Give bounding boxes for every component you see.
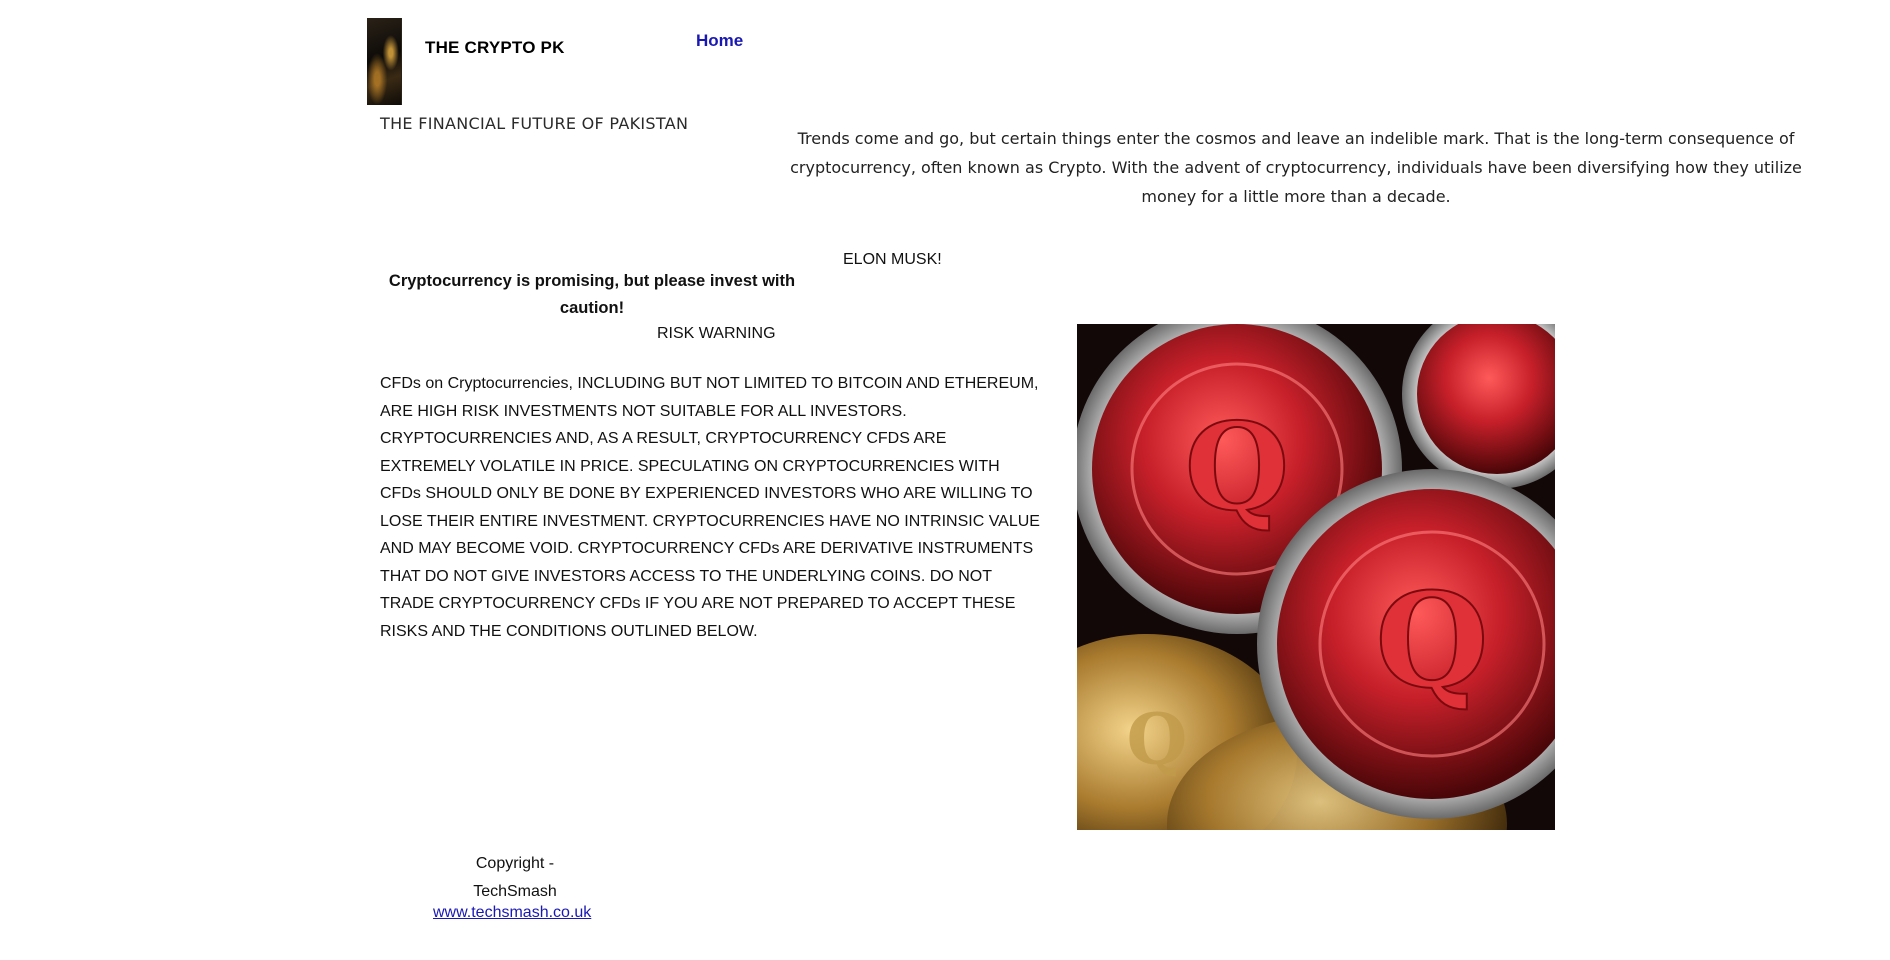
site-tagline: THE FINANCIAL FUTURE OF PAKISTAN	[380, 114, 689, 133]
caution-heading: Cryptocurrency is promising, but please invest with caution!	[388, 272, 796, 317]
risk-warning-title: RISK WARNING	[657, 325, 776, 342]
copyright-line1: Copyright -	[475, 855, 555, 872]
coins-illustration	[1077, 324, 1555, 830]
footer-copyright	[415, 850, 615, 905]
svg-text:Q: Q	[1126, 698, 1188, 781]
site-logo[interactable]	[367, 18, 402, 105]
elon-heading: ELON MUSK!	[843, 251, 942, 268]
risk-warning-body: CFDs on Cryptocurrencies, INCLUDING BUT NOT LIMITED TO BITCOIN AND ETHEREUM, ARE HIGH RISK INVESTMENTS NOT SUITABLE FOR ALL INVESTORS. CRYPTOCURRENCIES AND, AS A RESULT, CRYPTOCURRENCY CFDS ARE EXTREMELY VOLATILE IN PRICE. SPECULATING ON CRYPTOCURRENCIES WITH CFDs SHOULD ONLY BE DONE BY EXPERIENCED INVESTORS WHO ARE WILLING TO LOSE THEIR ENTIRE INVESTMENT. CRYPTOCURRENCIES HAVE NO INTRINSIC VALUE AND MAY BECOME VOID. CRYPTOCURRENCY CFDs ARE DERIVATIVE INSTRUMENTS THAT DO NOT GIVE INVESTORS ACCESS TO THE UNDERLYING COINS. DO NOT TRADE CRYPTOCURRENCY CFDs IF YOU ARE NOT PREPARED TO ACCEPT THESE RISKS AND THE CONDITIONS OUTLINED BELOW.	[380, 375, 1040, 640]
svg-text:Q: Q	[1184, 397, 1290, 538]
techsmash-link[interactable]: www.techsmash.co.uk	[433, 904, 592, 921]
crypto-coins-image	[1077, 324, 1555, 830]
svg-text:Q: Q	[1375, 564, 1489, 717]
nav-home-link[interactable]: Home	[696, 31, 744, 50]
copyright-line2: TechSmash	[473, 882, 557, 900]
site-title[interactable]: THE CRYPTO PK	[425, 38, 565, 57]
intro-paragraph: Trends come and go, but certain things enter the cosmos and leave an indelible mark. That is the long-term consequence of cryptocurrency, often known as Crypto. With the advent of cryptocurrency, individuals have been diversifying how they utilize money for a little more than a decade.	[790, 129, 1802, 206]
